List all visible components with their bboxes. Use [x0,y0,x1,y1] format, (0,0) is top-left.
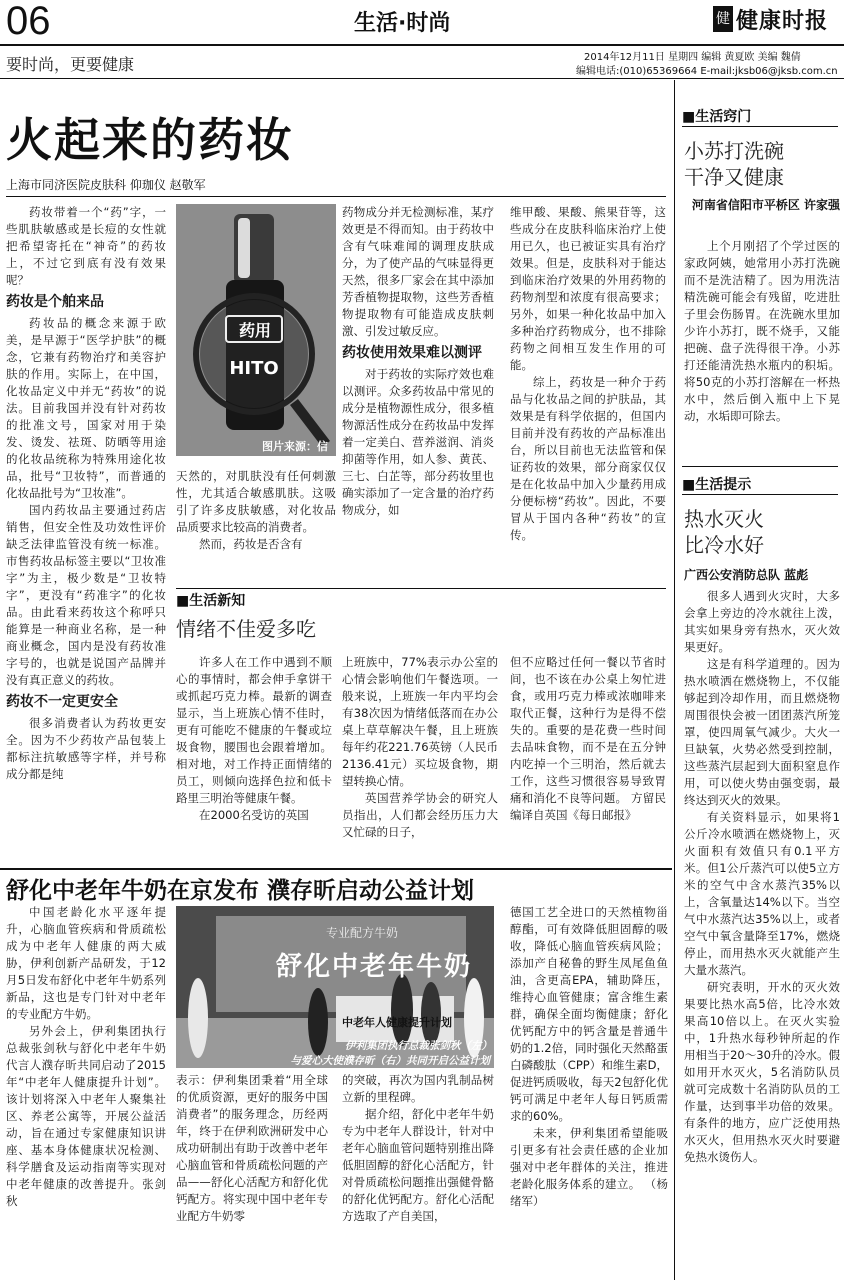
paragraph: 中国老龄化水平逐年提升，心脑血管疾病和骨质疏松成为中老年人健康的两大威胁，伊利创新产品研发，于12月5日发布舒化中老年牛奶系列新品，这也是专门针对中老年的专业配方牛奶。 [6,905,166,1021]
newspaper-logo-text: 健康时报 [736,8,829,34]
byline-rule [6,196,666,197]
paragraph: 药妆品的概念来源于欧美，是早源于“医学护肤”的概念，它兼有药物治疗和美容护肤的作用。实际上，在中国，化妆品定义中并无“药妆”的说法。目前我国并没有针对药妆的批准文号，国家对用于染发、烫发、祛斑、防晒等用途的化妆品统称为特殊用途化妆品，批号“卫妆特”，而普通的化妆品批号为“卫妆准”。 [6,316,166,500]
paragraph: 未来，伊利集团希望能吸引更多有社会责任感的企业加强对中老年群体的关注，推进老龄化服务体系的建立。 （杨绪军） [510,1126,668,1208]
milk-article-col4 [510,904,668,1280]
milk-article-headline: 舒化中老年牛奶在京发布 濮存昕启动公益计划 [6,877,475,904]
paragraph: 在2000名受访的英国 [199,808,309,822]
mood-box-col3 [510,654,666,866]
mood-box-col2 [342,654,498,866]
sidebar-top-title-line2: 干净又健康 [684,165,784,189]
paragraph: 很多消费者认为药妆更安全。因为不少药妆产品包装上都标注抗敏感等字样，并号称成分都是纯 [6,716,166,781]
main-article-col3 [342,204,494,584]
paragraph: 英国营养学协会的研究人员指出，人们都会经历压力大又忙碌的日子， [342,791,498,839]
sidebar-divider [674,80,675,1280]
header-rule-secondary [0,78,844,79]
sidebar-bottom-title-line1: 热水灭火 [684,507,764,531]
paragraph: 对于药妆的实际疗效也难以测评。众多药妆品中常见的成分是植物源性成分，很多植物源活性成分在药妆品中发挥着一定美白、营养滋润、消炎抑菌等作用，如人参、黄芪、三七、白芷等，部分药妆里也确实添加了一定含量的治疗药物成分，如 [342,367,494,517]
paragraph: 表示：伊利集团秉着“用全球的优质资源，更好的服务中国消费者”的服务理念，历经两年，终于在伊利欧洲研发中心成功研制出有助于改善中老年心脑血管和骨质疏松问题的产品——舒化心活配方和舒化优钙配方。将实现中国中老年专业配方牛奶零 [176,1073,328,1223]
paragraph: 很多人遇到火灾时，大多会拿上旁边的冷水就往上泼，其实如果身旁有热水，灭火效果更好。 [684,589,840,654]
subheading: 药妆使用效果难以测评 [342,345,482,361]
sidebar-top-author: 河南省信阳市平桥区 许家强 [691,198,840,212]
paragraph: 然而，药妆是否含有 [199,537,303,551]
milk-article-col3 [342,1072,494,1280]
paragraph: 这是有科学道理的。因为热水喷洒在燃烧物上，不仅能够起到冷却作用，而且燃烧物周围很快会被一团团蒸汽所笼罩，使四周氧气减少。大火一旦缺氧，火势必然受到控制，这些蒸汽层起到大面积窒息作用，可以使火势由强变弱，最终达到灭火的效果。 [684,657,840,807]
sidebar-top-tag: ■生活窍门 [682,109,752,125]
paragraph: 研究表明，开水的灭火效果要比热水高5倍，比冷水效果高10倍以上。在灭火实验中，1升热水每秒钟所起的作用相当于20～30升的冷水。假如用开水灭火，5名消防队员就可完成数十名消防队员的工作量，达到事半功倍的效果。有条件的地方，应广泛使用热水灭火，但用热水灭火时要避免热水烫伤人。 [684,980,840,1164]
paragraph: 有关资料显示，如果将1公斤冷水喷洒在燃烧物上，灭火面积有效值只有0.1平方米。但1公斤蒸汽可以使5立方米的空气中含水蒸汽35%以上，含氧量达14%以下。当空气中水蒸汽达35%以上，或者空气中氧含量降至17%，燃烧停止，而用热水灭火就能产生大量水蒸汽。 [684,810,840,977]
paragraph: 上班族中，77%表示办公室的心情会影响他们午餐选项。一般来说，上班族一年内平均会有38次因为情绪低落而在办公桌上草草解决午餐，且上班族每年约花221.76英镑（人民币2136.41元）买垃圾食物，期望转换心情。 [342,655,498,788]
paragraph: 的突破，再次为国内乳制品树立新的里程碑。 [342,1073,494,1104]
milk-article-rule [0,868,672,870]
newspaper-logo-mark: 健 [713,6,733,32]
photo-screen-subtitle: 专业配方牛奶 [326,926,399,940]
page-number: 06 [6,0,51,43]
paragraph: 另外会上，伊利集团执行总裁张剑秋与舒化中老年牛奶代言人濮存昕共同启动了2015年“中老年人健康提升计划”。该计划将深入中老年人聚集社区、养老公寓等，开展公益活动，旨在通过专家健康知识讲座、基本身体健康状况检测、科学膳食及运动指南等实现对中老年健康的改善提升。张剑秋 [6,1024,166,1208]
sidebar-bottom-title-line2: 比冷水好 [684,533,764,557]
paragraph: 上个月刚招了个学过医的家政阿姨，她常用小苏打洗碗而不是洗洁精了。因为用洗洁精洗碗可能会有残留，吃进肚子里会伤肠胃。在洗碗水里加少许小苏打，既不烧手，又能把碗、盘子洗得很干净。小苏打还能清洗热水瓶内的积垢。将50克的小苏打溶解在一杯热水中，然后倒入瓶中上下晃动，水垢即可除去。 [684,239,840,423]
mood-box-col1 [176,654,332,866]
paragraph: 许多人在工作中遇到不顺心的事情时，都会伸手拿饼干或抓起巧克力棒。最新的调查显示，当上班族心情不佳时，更有可能吃不健康的午餐或垃圾食物，腰围也会跟着增加。相对地，对工作持正面情绪的员工，则倾向选择色拉和低卡路里三明治等健康午餐。 [176,655,332,805]
header-rule [0,44,844,46]
article-photo [176,204,336,469]
paragraph: 综上，药妆是一种介于药品与化妆品之间的护肤品，其效果是有科学依据的，但国内目前并没有药妆的产品标准出台，所以目前也无法监管和保证药妆的效果，部分商家仅仅是在化妆品中加入少量药用成分便标榜“药妆”。因此，不要冒从于国内各种“药妆”的宣传。 [510,375,666,542]
sidebar-bottom-rule [682,494,838,495]
main-article-col2 [176,468,336,584]
mood-box-rule [176,588,666,589]
sidebar-bottom-author: 广西公安消防总队 蓝彪 [684,568,809,582]
sidebar-bottom-rule-top [682,466,838,467]
photo-label: 药用 [238,321,271,340]
sidebar-bottom-body [684,588,840,1280]
paragraph: 药物成分并无检测标准，某疗效更是不得而知。由于药妆中含有气味难闻的调理皮肤成分，为了使产品的气味显得更天然，很多厂家会在其中添加芳香植物提取物，这些芳香植物提取物有可能造成皮肤刺激、引发过敏反应。 [342,205,494,338]
subheading: 药妆不一定更安全 [6,694,118,710]
paragraph: 国内药妆品主要通过药店销售，但安全性及功效性评价缺乏法律监管没有统一标准。市售药妆品标签主要以“卫妆准字”为主，极少数是“卫妆特字”，更没有“药准字”的化妆品。由此看来药妆这个称呼只能算是一种商业名称，是一种商业概念，国内是没有药妆准字号的，也就是说国产品牌并没有真正意义的药妆。 [6,503,166,687]
paragraph: 据介绍，舒化中老年牛奶专为中老年人群设计，针对中老年心脑血管问题特别推出降低胆固醇的舒化心活配方，针对骨质疏松问题推出强健骨骼的舒化优钙配方。舒化心活配方选取了产自美国， [342,1107,494,1223]
paragraph: 但不应略过任何一餐以节省时间，也不该在办公桌上匆忙进食，或用巧克力棒或浓咖啡来取代正餐，这种行为是得不偿失的。重要的是花费一些时间去品味食物，而不是在五分钟内吃掉一个三明治，然后就去工作，这些习惯很容易导致胃痛和消化不良等问题。 方留民编译自英国《每日邮报》 [510,655,666,822]
svg-text:HITO: HITO [229,358,279,379]
main-headline: 火起来的药妆 [6,113,294,167]
sidebar-top-body [684,238,840,460]
editor-contact: 编辑电话:(010)65369664 E-mail:jksb06@jksb.com.cn [576,66,838,77]
paragraph: 药妆带着一个“药”字，一些肌肤敏感或是长痘的女性就把希望寄托在“神奇”的药妆上，不过它到底有没有效果呢？ [6,205,166,287]
milk-article-col2 [176,1072,328,1280]
mood-box-title: 情绪不佳爱多吃 [176,617,316,641]
milk-article-col1 [6,904,166,1280]
sidebar-bottom-tag: ■生活提示 [682,477,752,493]
paragraph: 德国工艺全进口的天然植物甾醇酯，可有效降低胆固醇的吸收，降低心脑血管疾病风险；添加产自秘鲁的野生凤尾鱼鱼油，含更高EPA，辅助降压，维持心血管健康；富含维生素群，确保全面均衡健康；舒化优钙配方中的钙含量是普通牛奶的1.2倍，同时强化天然酪蛋白磷酸肽（CPP）和维生素D，促进钙质吸收，每天2包舒化优钙可满足中老年人每日钙质需求的60%。 [510,905,668,1123]
section-title: 生活·时尚 [354,11,451,36]
photo-screen-title: 舒化中老年牛奶 [276,952,473,982]
mood-box-tag: ■生活新知 [176,593,246,609]
photo-board-text: 中老年人健康提升计划 [342,1016,452,1029]
paragraph: 维甲酸、果酸、熊果苷等，这些成分在皮肤科临床治疗上使用已久，也已被证实具有治疗效果。但是，皮肤科对于能达到临床治疗效果的外用药物的药物剂型和浓度有很高要求；另外，如果一种化妆品中加入多种治疗药物成分，也不排除药物之间相互发生作用的可能。 [510,205,666,372]
photo-caption-line2: 与爱心大使濮存昕（右）共同开启公益计划 [290,1055,490,1067]
subheading: 药妆是个舶来品 [6,294,104,310]
sidebar-top-rule [682,126,838,127]
milk-event-photo [176,906,494,1068]
sidebar-top-title-line1: 小苏打洗碗 [684,139,784,163]
main-byline: 上海市同济医院皮肤科 仰珈仪 赵敬军 [6,178,206,192]
main-article-col4 [510,204,666,584]
main-article-col1 [6,204,166,870]
issue-date-editors: 2014年12月11日 星期四 编辑 黄夏欧 美编 魏倩 [584,52,801,63]
page-slogan: 要时尚，更要健康 [6,55,135,74]
paragraph: 天然的，对肌肤没有任何刺激性，尤其适合敏感肌肤。这吸引了许多皮肤敏感，对化妆品品质要求比较高的消费者。 [176,469,336,534]
photo-caption: 图片来源：信制图 [262,440,328,469]
photo-caption-line1: 伊利集团执行总裁张剑秋（左） [345,1040,492,1052]
